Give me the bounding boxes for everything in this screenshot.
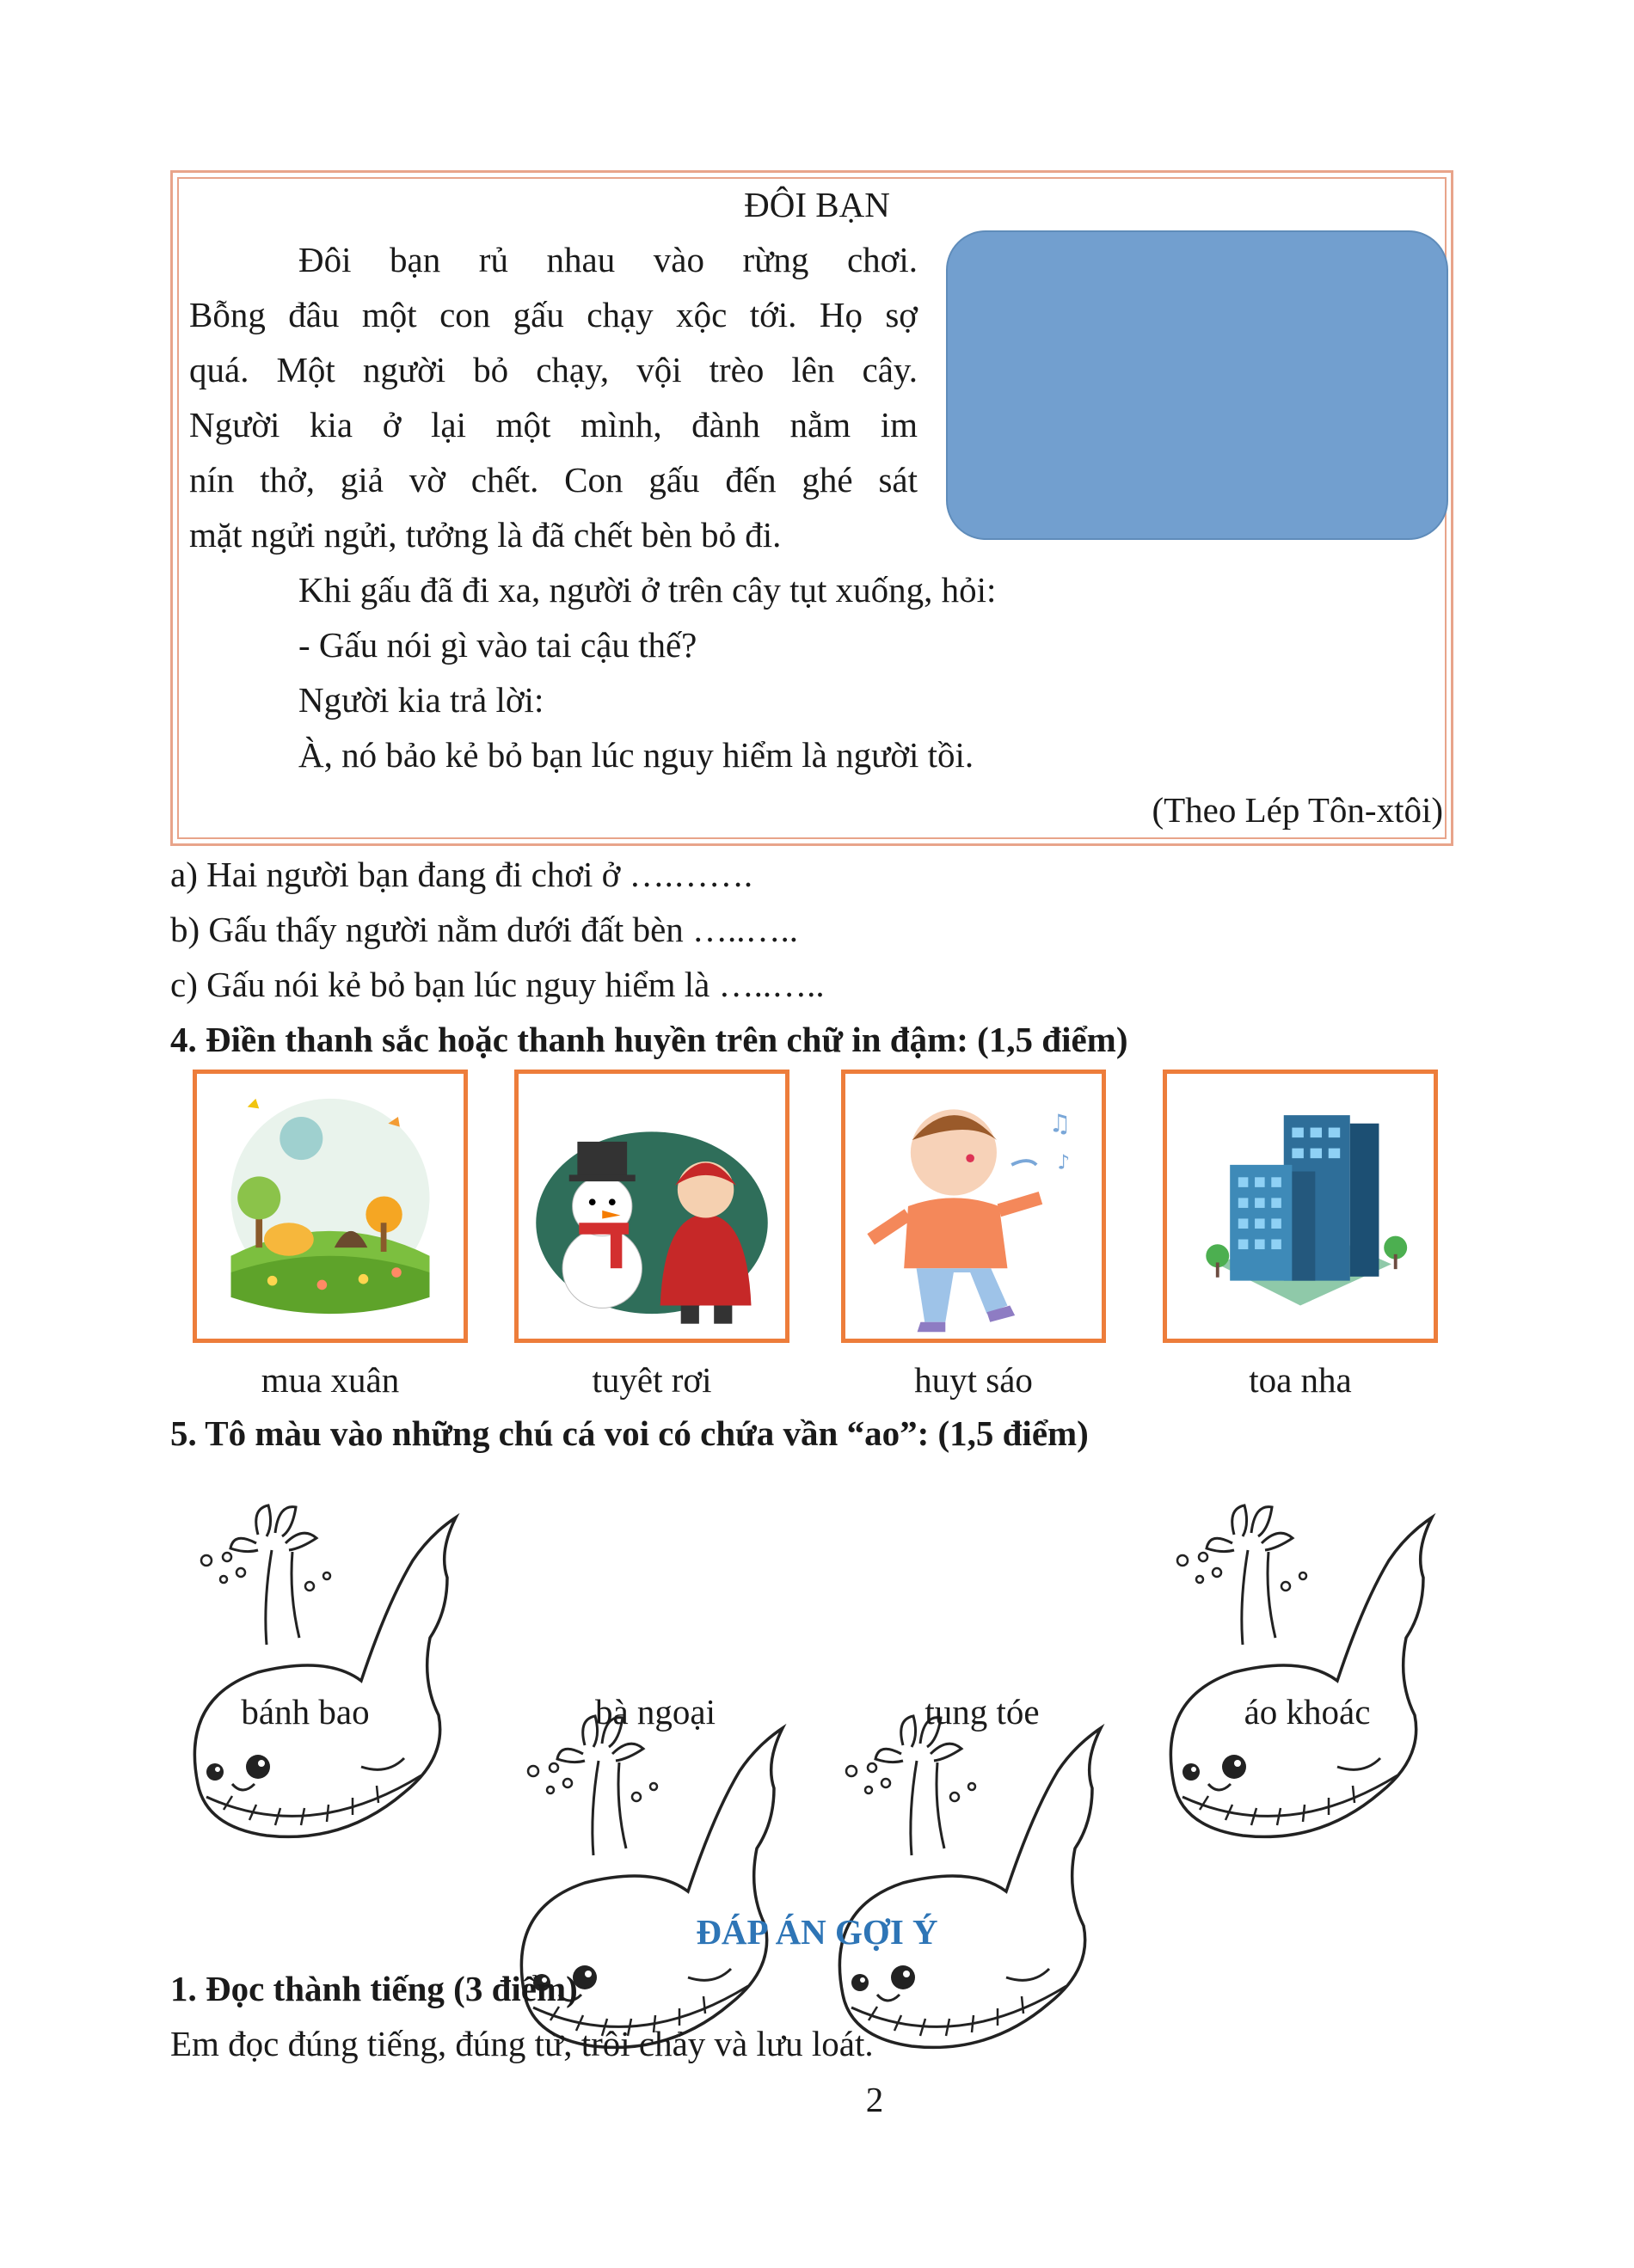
section4-title: 4. Điền thanh sắc hoặc thanh huyền trên chữ in đậm: (1,5 điểm) — [170, 1020, 1128, 1059]
answer-1-title: 1. Đọc thành tiếng (3 điểm) — [170, 1969, 578, 2008]
story-line-6: mặt ngửi ngửi, tưởng là đã chết bèn bỏ đi. — [189, 515, 782, 555]
whale-label-ba-ngoai: bà ngoại — [594, 1692, 716, 1732]
answer-1-text: Em đọc đúng tiếng, đúng từ, trôi chảy và lưu loát. — [170, 2024, 874, 2063]
svg-text:♫: ♫ — [1048, 1108, 1072, 1138]
whale-1-icon[interactable] — [189, 1483, 473, 1861]
story-line-5: nín thở, giả vờ chết. Con gấu đến ghé sát — [189, 460, 918, 500]
story-line-7: Khi gấu đã đi xa, người ở trên cây tụt xuống, hỏi: — [298, 570, 997, 610]
story-title: ĐÔI BẠN — [744, 185, 890, 224]
story-source: (Theo Lép Tôn-xtôi) — [1152, 790, 1443, 830]
story-line-2: Bỗng đâu một con gấu chạy xộc tới. Họ sợ — [189, 295, 918, 334]
story-line-10: À, nó bảo kẻ bỏ bạn lúc nguy hiểm là người tồi. — [298, 735, 974, 775]
page-number: 2 — [865, 2080, 884, 2119]
office-building-icon — [1167, 1074, 1434, 1339]
whale-3-icon[interactable] — [834, 1694, 1118, 2072]
tile-spring — [193, 1070, 468, 1343]
caption-mua-xuan: mua xuân — [261, 1360, 400, 1400]
story-line-9: Người kia trả lời: — [298, 680, 544, 720]
story-line-4: Người kia ở lại một mình, đành nằm im — [189, 405, 918, 444]
svg-text:♪: ♪ — [1057, 1151, 1070, 1174]
spring-landscape-icon — [197, 1074, 464, 1339]
story-illustration-placeholder — [946, 230, 1448, 540]
story-line-3: quá. Một người bỏ chạy, vội trèo lên cây. — [189, 350, 918, 389]
tile-whistle — [841, 1070, 1106, 1343]
tile-snow — [514, 1070, 789, 1343]
answers-heading: ĐÁP ÁN GỢI Ý — [696, 1912, 938, 1952]
snowman-girl-icon — [519, 1074, 785, 1339]
story-line-8: - Gấu nói gì vào tai cậu thế? — [298, 625, 697, 665]
whale-label-tung-toe: tung tóe — [924, 1692, 1040, 1732]
whale-label-banh-bao: bánh bao — [241, 1692, 370, 1732]
caption-tuyet-roi: tuyêt rơi — [592, 1360, 712, 1400]
caption-huyt-sao: huyt sáo — [914, 1360, 1033, 1400]
caption-toa-nha: toa nha — [1249, 1360, 1352, 1400]
story-line-1: Đôi bạn rủ nhau vào rừng chơi. — [298, 240, 918, 279]
whale-4-icon[interactable] — [1165, 1483, 1449, 1861]
boy-whistling-icon — [845, 1074, 1102, 1339]
question-c: c) Gấu nói kẻ bỏ bạn lúc nguy hiểm là …..….. — [170, 965, 825, 1004]
section5-title: 5. Tô màu vào những chú cá voi có chứa vần “ao”: (1,5 điểm) — [170, 1413, 1089, 1453]
whale-label-ao-khoac: áo khoác — [1244, 1692, 1371, 1732]
question-a: a) Hai người bạn đang đi chơi ở ….……. — [170, 855, 753, 894]
question-b: b) Gấu thấy người nằm dưới đất bèn …..….. — [170, 910, 799, 949]
tile-building — [1163, 1070, 1438, 1343]
